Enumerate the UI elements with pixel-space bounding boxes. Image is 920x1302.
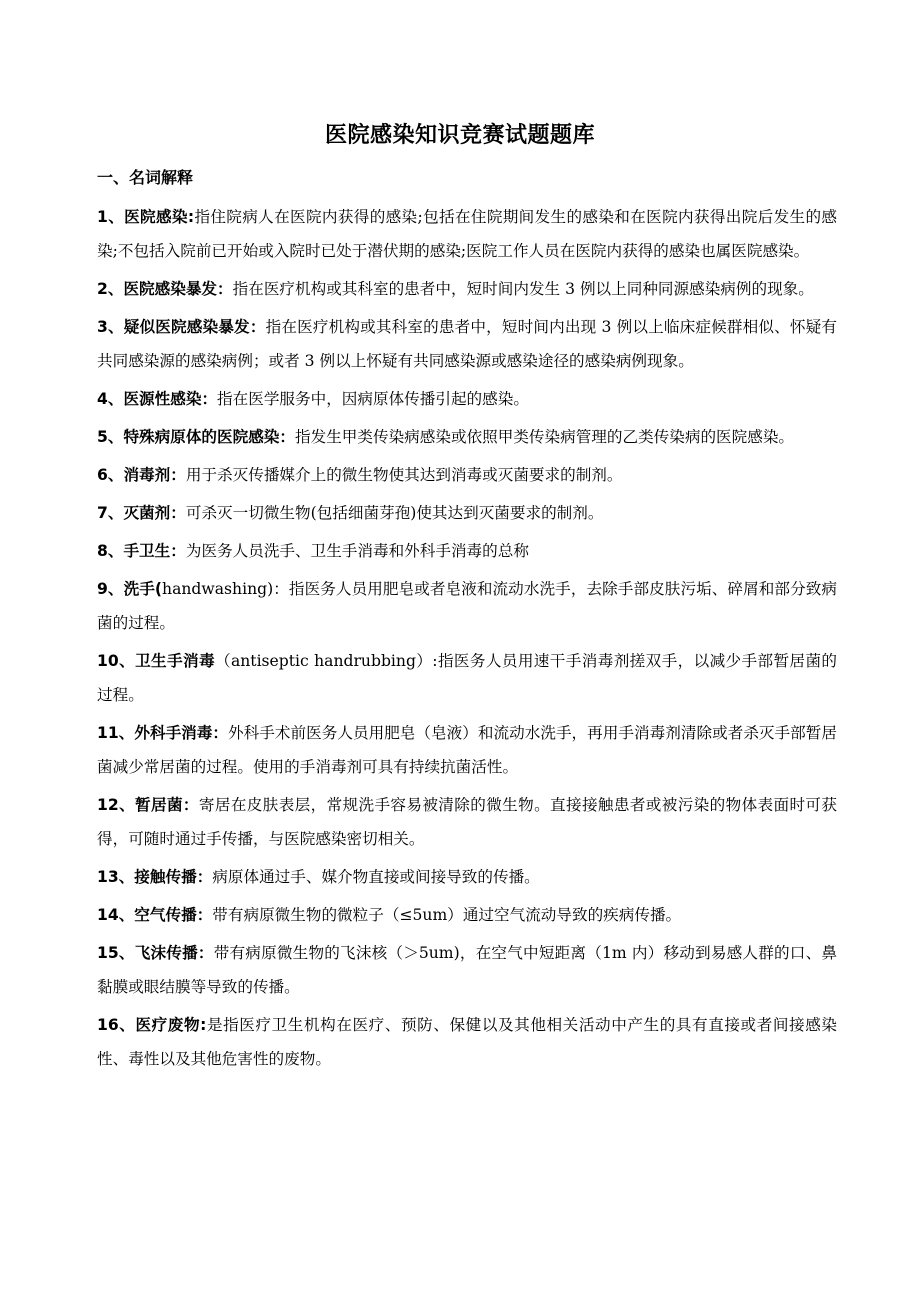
entry-term: 卫生手消毒 [135,652,215,670]
definition-entry [97,272,837,306]
entry-term: 接触传播 [134,868,197,886]
entry-separator: ： [212,724,229,742]
entry-definition: 是指医疗卫生机构在医疗、预防、保健以及其他相关活动中产生的具有直接或者间接感染性、毒性以及其他危害性的废物。 [97,1016,837,1068]
entry-term: 外科手消毒 [134,724,213,742]
entry-term: 飞沫传播 [134,944,198,962]
entry-separator: ： [201,390,218,408]
entry-separator: ： [170,542,186,560]
entry-number: 8、 [97,542,124,560]
entry-term: 疑似医院感染暴发 [123,318,250,336]
section-heading: 一、名词解释 [97,168,194,187]
entry-term: 洗手( [123,580,163,598]
entry-definition: 指在医疗机构或其科室的患者中，短时间内发生 3 例以上同种同源感染病例的现象。 [232,280,814,298]
definition-entry [97,310,837,378]
definition-entry [97,382,837,416]
entry-number: 5、 [97,428,124,446]
entry-number: 7、 [97,504,124,522]
entry-separator: ： [249,318,266,336]
document-title: 医院感染知识竞赛试题题库 [324,123,595,148]
entry-term: 医院感染暴发 [123,280,218,298]
entry-separator: ： [197,944,214,962]
entry-number: 15、 [97,944,135,962]
entry-separator: ： [196,868,213,886]
entry-number: 14、 [97,906,135,924]
definition-entry [97,898,837,932]
entry-separator: ： [196,906,213,924]
definition-entry [97,496,837,530]
definition-entry [97,716,837,784]
entry-definition: 病原体通过手、媒介物直接或间接导致的传播。 [212,868,540,886]
entry-definition: 指发生甲类传染病感染或依照甲类传染病管理的乙类传染病的医院感染。 [295,428,795,446]
entry-term: 消毒剂 [123,466,171,484]
definition-entry [97,860,837,894]
entry-term: 暂居菌 [135,796,183,814]
entry-number: 2、 [97,280,124,298]
entry-separator: ： [182,796,199,814]
definition-entry [97,936,837,1004]
entry-number: 4、 [97,390,124,408]
entry-number: 1、 [97,208,125,226]
entry-definition: 指在医学服务中，因病原体传播引起的感染。 [217,390,529,408]
entry-separator: ： [170,504,186,522]
entry-definition: 外科手术前医务人员用肥皂（皂液）和流动水洗手，再用手消毒剂清除或者杀灭手部暂居菌减少常居菌的过程。使用的手消毒剂可具有持续抗菌活性。 [97,724,837,776]
definition-list [97,200,837,1080]
definition-entry [97,534,837,568]
entry-number: 16、 [97,1016,136,1034]
entry-number: 12、 [97,796,136,814]
definition-entry [97,200,837,268]
definition-entry [97,644,837,712]
entry-separator: ： [170,466,186,484]
entry-definition: 为医务人员洗手、卫生手消毒和外科手消毒的总称 [185,542,529,560]
entry-separator: ： [217,280,233,298]
entry-number: 3、 [97,318,124,336]
entry-number: 11、 [97,724,135,742]
definition-entry [97,1008,837,1076]
entry-number: 10、 [97,652,136,670]
entry-number: 9、 [97,580,124,598]
entry-definition: 指在医疗机构或其科室的患者中，短时间内出现 3 例以上临床症候群相似、怀疑有共同感染源的感染病例；或者 3 例以上怀疑有共同感染源或感染途径的感染病例现象。 [97,318,837,370]
entry-term: 医院感染 [124,208,188,226]
entry-definition: 带有病原微生物的微粒子（≤5um）通过空气流动导致的疾病传播。 [212,906,682,924]
entry-definition: 指住院病人在医院内获得的感染;包括在住院期间发生的感染和在医院内获得出院后发生的感染;不包括入院前已开始或入院时已处于潜伏期的感染;医院工作人员在医院内获得的感染也属医院感染。 [97,208,837,260]
definition-entry [97,458,837,492]
entry-term: 特殊病原体的医院感染 [123,428,280,446]
entry-term: 灭菌剂 [123,504,171,522]
entry-definition: 用于杀灭传播媒介上的微生物使其达到消毒或灭菌要求的制剂。 [185,466,623,484]
entry-separator: : [187,208,195,226]
entry-term: 手卫生 [123,542,171,560]
entry-number: 6、 [97,466,124,484]
definition-entry [97,572,837,640]
definition-entry [97,420,837,454]
entry-number: 13、 [97,868,135,886]
entry-definition: （antiseptic handrubbing）:指医务人员用速干手消毒剂搓双手，以减少手部暂居菌的过程。 [97,652,838,704]
entry-definition: 寄居在皮肤表层，常规洗手容易被清除的微生物。直接接触患者或被污染的物体表面时可获得，可随时通过手传播，与医院感染密切相关。 [97,796,837,848]
entry-term: 医疗废物 [135,1016,201,1034]
entry-definition: 带有病原微生物的飞沫核（＞5um)，在空气中短距离（1m 内）移动到易感人群的口、鼻黏膜或眼结膜等导致的传播。 [97,944,837,996]
entry-term: 空气传播 [134,906,197,924]
entry-definition: handwashing)：指医务人员用肥皂或者皂液和流动水洗手，去除手部皮肤污垢、碎屑和部分致病菌的过程。 [97,580,837,632]
entry-definition: 可杀灭一切微生物(包括细菌芽孢)使其达到灭菌要求的制剂。 [185,504,604,522]
definition-entry [97,788,837,856]
entry-separator: ： [279,428,296,446]
entry-separator: : [200,1016,207,1034]
entry-term: 医源性感染 [123,390,202,408]
